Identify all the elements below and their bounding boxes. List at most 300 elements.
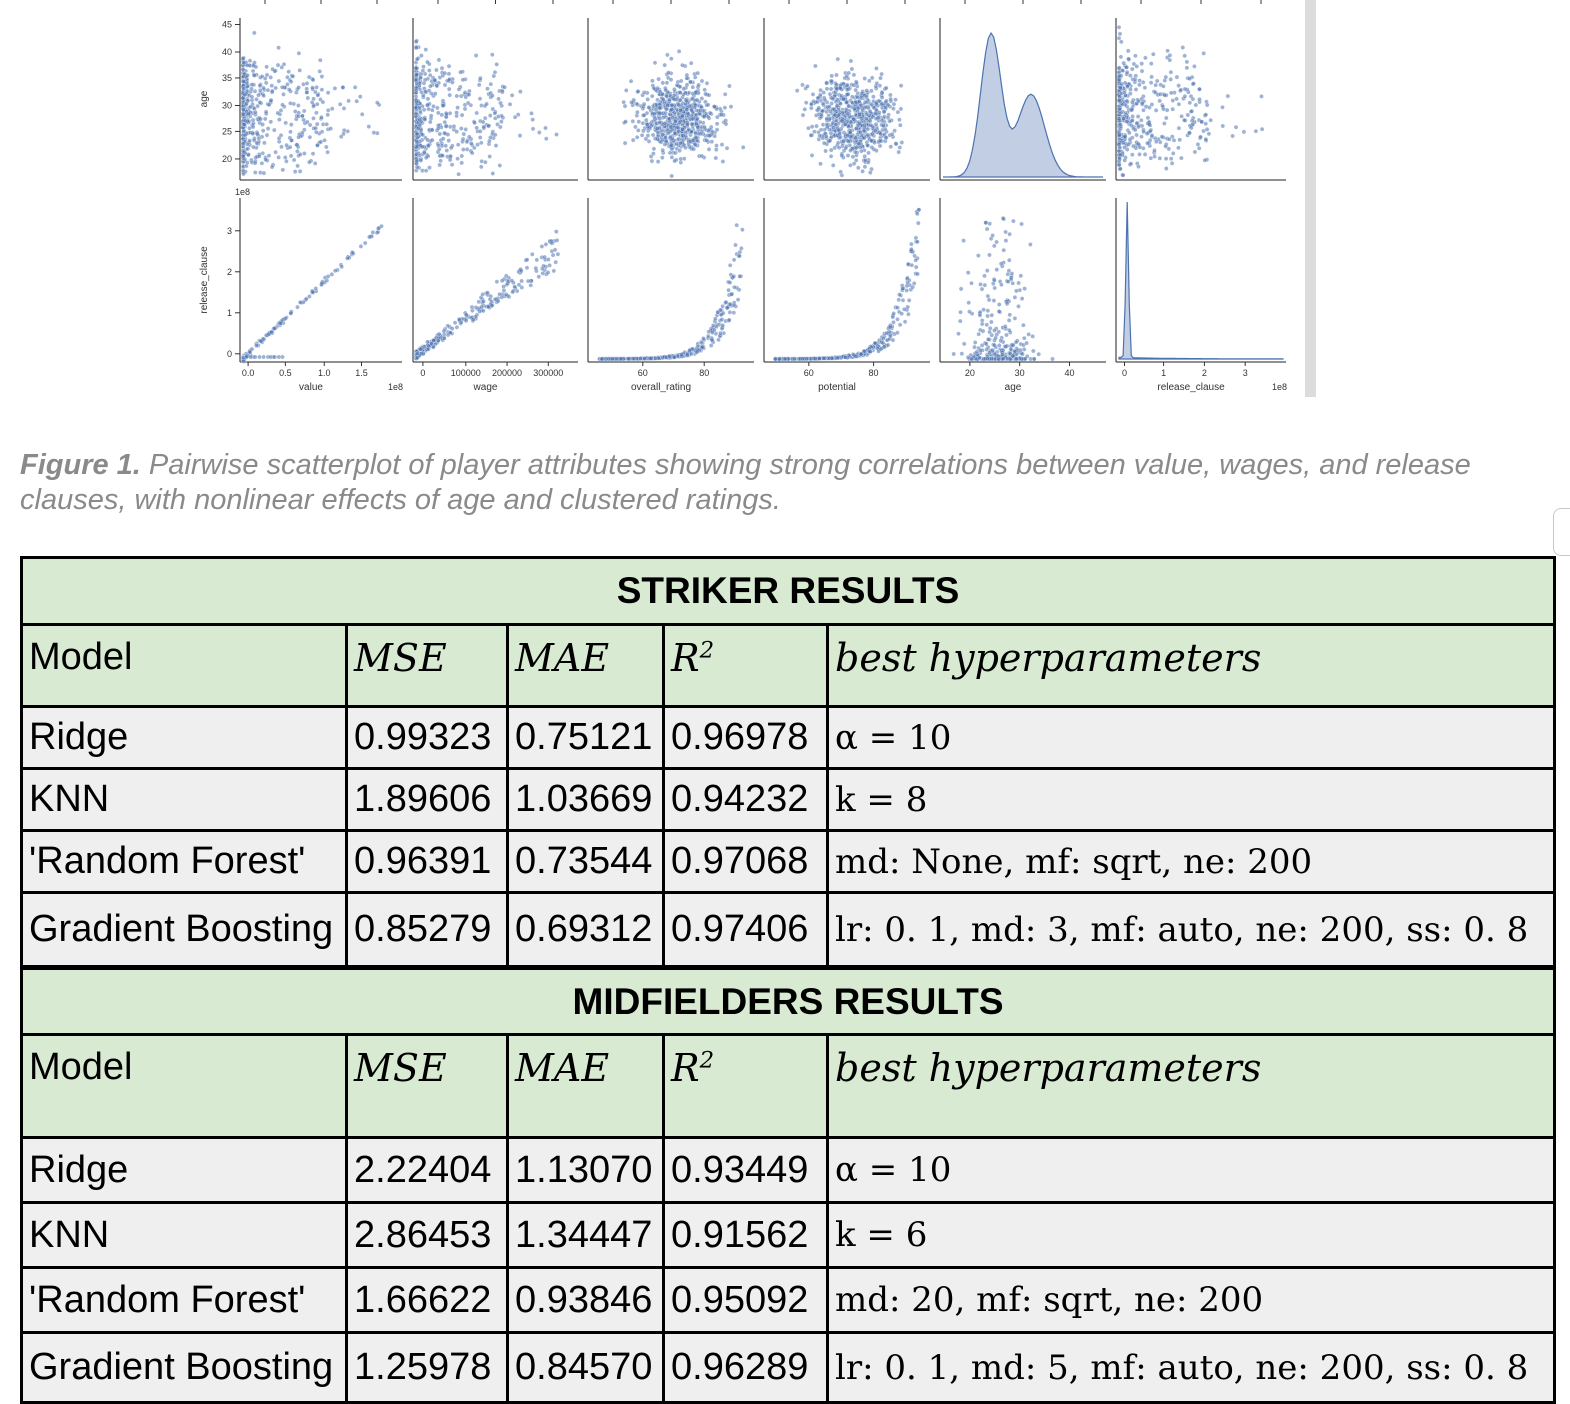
scatter-point: [307, 294, 311, 298]
header-hyperparameters: best hyperparameters: [828, 625, 1555, 707]
scatter-point: [498, 101, 502, 105]
scatter-point: [1136, 142, 1140, 146]
scatter-point: [1164, 144, 1168, 148]
scatter-point: [367, 125, 371, 129]
mae-value: 1.34447: [508, 1203, 664, 1268]
scatter-point: [975, 350, 979, 354]
scatter-point: [721, 159, 725, 163]
scatter-point: [694, 122, 698, 126]
scatter-point: [326, 150, 330, 154]
scatter-point: [270, 89, 274, 93]
x-tick-label: 20: [964, 368, 975, 378]
mae-value: 0.84570: [508, 1333, 664, 1403]
scatter-point: [1117, 156, 1121, 160]
scatter-point: [899, 84, 903, 88]
scatter-point: [1178, 138, 1182, 142]
scatter-point: [266, 88, 270, 92]
scatter-point: [423, 117, 427, 121]
x-tick-label: 0.0: [241, 368, 255, 378]
scatter-point: [880, 72, 884, 76]
scatter-point: [1014, 357, 1018, 361]
scatter-point: [430, 128, 434, 132]
scatter-point: [706, 103, 710, 107]
scatter-point: [795, 89, 799, 93]
scatter-point: [269, 75, 273, 79]
hyperparameters: k = 6: [828, 1203, 1555, 1268]
scatter-point: [987, 351, 991, 355]
scatter-point: [888, 93, 892, 97]
r2-sup: 2: [699, 1047, 715, 1074]
scatter-point: [895, 331, 899, 335]
scatter-point: [650, 79, 654, 83]
scatter-point: [363, 241, 367, 245]
scatter-point: [414, 66, 418, 70]
scatter-point: [1125, 99, 1129, 103]
scatter-point: [670, 107, 674, 111]
scatter-point: [1158, 156, 1162, 160]
scatter-point: [829, 87, 833, 91]
scatter-point: [415, 352, 419, 356]
scatter-point: [691, 85, 695, 89]
pairplot-svg: [195, 0, 1315, 400]
scatter-point: [433, 92, 437, 96]
scatter-point: [645, 123, 649, 127]
scatter-point: [437, 332, 441, 336]
scatter-point: [1121, 173, 1125, 177]
scatter-point: [991, 233, 995, 237]
scatter-point: [913, 254, 917, 258]
scatter-point: [670, 155, 674, 159]
scatter-point: [828, 139, 832, 143]
scatter-point: [416, 126, 420, 130]
scatter-point: [669, 57, 673, 61]
scatter-point: [1125, 70, 1129, 74]
scatter-point: [833, 113, 837, 117]
scatter-point: [653, 61, 657, 65]
scatter-point: [554, 260, 558, 264]
scatter-point: [684, 99, 688, 103]
scatter-point: [285, 143, 289, 147]
scatter-point: [414, 88, 418, 92]
scatter-point: [728, 310, 732, 314]
scatter-point: [665, 104, 669, 108]
scatter-point: [1164, 166, 1168, 170]
scatter-point: [811, 92, 815, 96]
scatter-point: [691, 138, 695, 142]
scatter-point: [456, 106, 460, 110]
scatter-point: [1122, 145, 1126, 149]
scatter-point: [897, 293, 901, 297]
pairplot-panel: [795, 57, 904, 177]
scatter-point: [732, 303, 736, 307]
scatter-point: [677, 120, 681, 124]
scatter-point: [330, 107, 334, 111]
scatter-point: [457, 87, 461, 91]
scatter-point: [999, 339, 1003, 343]
scatter-point: [656, 356, 660, 360]
x-tick-label: 30: [1014, 368, 1025, 378]
scatter-point: [427, 347, 431, 351]
scatter-point: [314, 130, 318, 134]
scatter-point: [915, 212, 919, 216]
scatter-point: [845, 93, 849, 97]
scatter-point: [1170, 161, 1174, 165]
scatter-point: [246, 147, 250, 151]
scatter-point: [880, 102, 884, 106]
scatter-point: [483, 116, 487, 120]
scatter-point: [1203, 158, 1207, 162]
scatter-point: [905, 276, 909, 280]
scatter-point: [250, 83, 254, 87]
scatter-point: [828, 109, 832, 113]
scatter-point: [483, 160, 487, 164]
scatter-point: [834, 83, 838, 87]
scatter-point: [1118, 107, 1122, 111]
y-tick-label: 3: [226, 225, 232, 236]
scatter-point: [424, 156, 428, 160]
scatter-point: [902, 307, 906, 311]
scatter-point: [1204, 122, 1208, 126]
scatter-point: [1126, 49, 1130, 53]
scatter-point: [1164, 75, 1168, 79]
scatter-point: [296, 114, 300, 118]
scatter-point: [888, 325, 892, 329]
scatter-point: [911, 285, 915, 289]
scatter-point: [629, 100, 633, 104]
scatter-point: [653, 137, 657, 141]
scatter-point: [1139, 135, 1143, 139]
scatter-point: [639, 356, 643, 360]
scatter-point: [490, 53, 494, 57]
scatter-point: [861, 169, 865, 173]
scatter-point: [845, 74, 849, 78]
scatter-point: [1146, 116, 1150, 120]
scatter-point: [1014, 289, 1018, 293]
scatter-point: [1011, 281, 1015, 285]
scatter-point: [428, 84, 432, 88]
scatter-point: [1013, 295, 1017, 299]
scatter-point: [1007, 258, 1011, 262]
scatter-point: [1175, 75, 1179, 79]
scatter-point: [315, 122, 319, 126]
table-row: [22, 1203, 1555, 1268]
scatter-point: [976, 254, 980, 258]
scatter-point: [419, 54, 423, 58]
scatter-point: [1018, 348, 1022, 352]
scatter-point: [415, 140, 419, 144]
scatter-point: [895, 317, 899, 321]
scatter-point: [513, 285, 517, 289]
scatter-point: [962, 239, 966, 243]
scatter-point: [1197, 87, 1201, 91]
scatter-point: [669, 125, 673, 129]
scatter-point: [642, 90, 646, 94]
scatter-point: [424, 48, 428, 52]
scatter-point: [277, 355, 281, 359]
scatter-point: [427, 89, 431, 93]
scatter-point: [1025, 354, 1029, 358]
scatter-point: [1006, 280, 1010, 284]
scatter-point: [1125, 84, 1129, 88]
x-axis-label: potential: [818, 382, 856, 393]
scatter-point: [863, 158, 867, 162]
scatter-point: [773, 357, 777, 361]
figure-scrollbar[interactable]: [1305, 0, 1316, 397]
scatter-point: [723, 106, 727, 110]
scatter-point: [1191, 97, 1195, 101]
scatter-point: [804, 101, 808, 105]
scatter-point: [829, 154, 833, 158]
header-hyperparameters: best hyperparameters: [828, 1035, 1555, 1138]
side-panel-tab[interactable]: [1553, 508, 1570, 556]
scatter-point: [241, 142, 245, 146]
scatter-point: [629, 79, 633, 83]
scatter-point: [263, 117, 267, 121]
scatter-point: [839, 170, 843, 174]
scatter-point: [992, 299, 996, 303]
scatter-point: [460, 161, 464, 165]
scatter-point: [992, 328, 996, 332]
scatter-point: [673, 151, 677, 155]
scatter-point: [260, 161, 264, 165]
scatter-point: [884, 100, 888, 104]
x-tick-label: 1.5: [355, 368, 368, 378]
scatter-point: [289, 80, 293, 84]
scatter-point: [636, 128, 640, 132]
scatter-point: [264, 81, 268, 85]
scatter-point: [905, 288, 909, 292]
scatter-point: [658, 90, 662, 94]
scatter-point: [1119, 40, 1123, 44]
scatter-point: [1147, 105, 1151, 109]
scatter-point: [1135, 133, 1139, 137]
scatter-point: [1029, 357, 1033, 361]
table-row: [22, 1138, 1555, 1203]
scatter-point: [1134, 87, 1138, 91]
x-tick-label: 3: [1242, 368, 1248, 378]
kde-area: [943, 33, 1103, 177]
scatter-point: [326, 91, 330, 95]
header-model: Model: [22, 625, 347, 707]
scatter-point: [241, 112, 245, 116]
model-name: Gradient Boosting: [22, 893, 347, 967]
scatter-point: [1136, 114, 1140, 118]
scatter-point: [464, 319, 468, 323]
scatter-point: [631, 357, 635, 361]
scatter-point: [1180, 114, 1184, 118]
scatter-point: [692, 147, 696, 151]
table-row: [22, 707, 1555, 769]
scatter-point: [1154, 140, 1158, 144]
scatter-point: [326, 108, 330, 112]
scatter-point: [723, 92, 727, 96]
scatter-point: [243, 93, 247, 97]
scatter-point: [982, 308, 986, 312]
scatter-point: [1118, 86, 1122, 90]
scatter-point: [992, 343, 996, 347]
scatter-point: [255, 132, 259, 136]
scatter-point: [1128, 74, 1132, 78]
scatter-point: [313, 161, 317, 165]
scatter-point: [300, 131, 304, 135]
scatter-point: [866, 127, 870, 131]
scatter-point: [443, 83, 447, 87]
scatter-point: [490, 94, 494, 98]
scatter-point: [555, 238, 559, 242]
scatter-point: [840, 94, 844, 98]
scatter-point: [816, 96, 820, 100]
scatter-point: [543, 255, 547, 259]
scatter-point: [656, 160, 660, 164]
scatter-point: [488, 135, 492, 139]
scatter-point: [446, 333, 450, 337]
scatter-point: [736, 298, 740, 302]
scatter-point: [255, 141, 259, 145]
scatter-point: [866, 144, 870, 148]
scatter-point: [414, 94, 418, 98]
scatter-point: [289, 311, 293, 315]
scatter-point: [677, 103, 681, 107]
scatter-point: [686, 112, 690, 116]
hyperparameters: lr: 0. 1, md: 3, mf: auto, ne: 200, ss: 0. 8: [828, 893, 1555, 967]
scatter-point: [854, 88, 858, 92]
scatter-point: [1031, 334, 1035, 338]
scatter-point: [433, 78, 437, 82]
scatter-point: [318, 69, 322, 73]
scatter-point: [1189, 126, 1193, 130]
scatter-point: [708, 111, 712, 115]
scatter-point: [809, 106, 813, 110]
scatter-point: [296, 103, 300, 107]
scatter-point: [977, 332, 981, 336]
scatter-point: [243, 133, 247, 137]
scatter-point: [415, 72, 419, 76]
scatter-point: [482, 125, 486, 129]
scatter-point: [652, 147, 656, 151]
scatter-point: [251, 118, 255, 122]
model-name: Ridge: [22, 1138, 347, 1203]
scatter-point: [481, 299, 485, 303]
scatter-point: [825, 81, 829, 85]
scatter-point: [355, 99, 359, 103]
scatter-point: [719, 113, 723, 117]
scatter-point: [694, 103, 698, 107]
pairplot-panel: [773, 208, 921, 361]
scatter-point: [1117, 66, 1121, 70]
scatter-point: [520, 279, 524, 283]
scatter-point: [1171, 107, 1175, 111]
scatter-point: [1197, 97, 1201, 101]
pairplot-panel: [597, 223, 744, 361]
scatter-point: [714, 144, 718, 148]
scatter-point: [551, 253, 555, 257]
scatter-point: [1031, 349, 1035, 353]
scatter-point: [810, 125, 814, 129]
scatter-point: [640, 133, 644, 137]
scatter-point: [485, 87, 489, 91]
scatter-point: [986, 309, 990, 313]
scatter-point: [848, 148, 852, 152]
scatter-point: [475, 126, 479, 130]
scatter-point: [678, 91, 682, 95]
scatter-point: [637, 120, 641, 124]
pairplot-panel: [241, 224, 384, 363]
scatter-point: [1143, 86, 1147, 90]
scatter-point: [320, 74, 324, 78]
scatter-point: [1197, 146, 1201, 150]
scatter-point: [824, 134, 828, 138]
scatter-point: [668, 151, 672, 155]
scatter-point: [997, 330, 1001, 334]
scatter-point: [1001, 357, 1005, 361]
scatter-point: [838, 86, 842, 90]
scatter-point: [422, 151, 426, 155]
scatter-point: [430, 138, 434, 142]
scatter-point: [414, 112, 418, 116]
scatter-point: [728, 280, 732, 284]
mae-value: 0.93846: [508, 1268, 664, 1333]
scatter-point: [735, 223, 739, 227]
scatter-point: [488, 154, 492, 158]
scatter-point: [678, 149, 682, 153]
scatter-point: [464, 127, 468, 131]
scatter-point: [1161, 84, 1165, 88]
scatter-point: [829, 148, 833, 152]
scatter-point: [541, 264, 545, 268]
scatter-point: [311, 116, 315, 120]
scatter-point: [821, 356, 825, 360]
scatter-point: [1117, 149, 1121, 153]
scatter-point: [984, 342, 988, 346]
scatter-point: [525, 258, 529, 262]
scatter-point: [261, 122, 265, 126]
r2-value: 0.96978: [664, 707, 828, 769]
scatter-point: [434, 68, 438, 72]
scatter-point: [813, 64, 817, 68]
scatter-point: [495, 280, 499, 284]
scatter-point: [707, 129, 711, 133]
scatter-point: [810, 153, 814, 157]
scatter-point: [1209, 118, 1213, 122]
scatter-point: [682, 87, 686, 91]
scatter-point: [842, 139, 846, 143]
scatter-point: [865, 112, 869, 116]
y-tick-label: 30: [221, 100, 232, 111]
scatter-point: [863, 100, 867, 104]
scatter-point: [909, 247, 913, 251]
scatter-point: [311, 290, 315, 294]
scatter-point: [835, 356, 839, 360]
scatter-point: [274, 86, 278, 90]
scatter-point: [276, 111, 280, 115]
scatter-point: [315, 85, 319, 89]
header-mae: MAE: [508, 625, 664, 707]
scatter-point: [1190, 109, 1194, 113]
scatter-point: [1022, 336, 1026, 340]
scatter-point: [689, 352, 693, 356]
scatter-point: [450, 163, 454, 167]
scatter-point: [666, 71, 670, 75]
scatter-point: [999, 262, 1003, 266]
scatter-point: [1131, 114, 1135, 118]
scatter-point: [850, 105, 854, 109]
scatter-point: [464, 95, 468, 99]
scatter-point: [982, 274, 986, 278]
scatter-point: [871, 95, 875, 99]
scatter-point: [801, 357, 805, 361]
scatter-point: [421, 65, 425, 69]
model-name: KNN: [22, 769, 347, 831]
